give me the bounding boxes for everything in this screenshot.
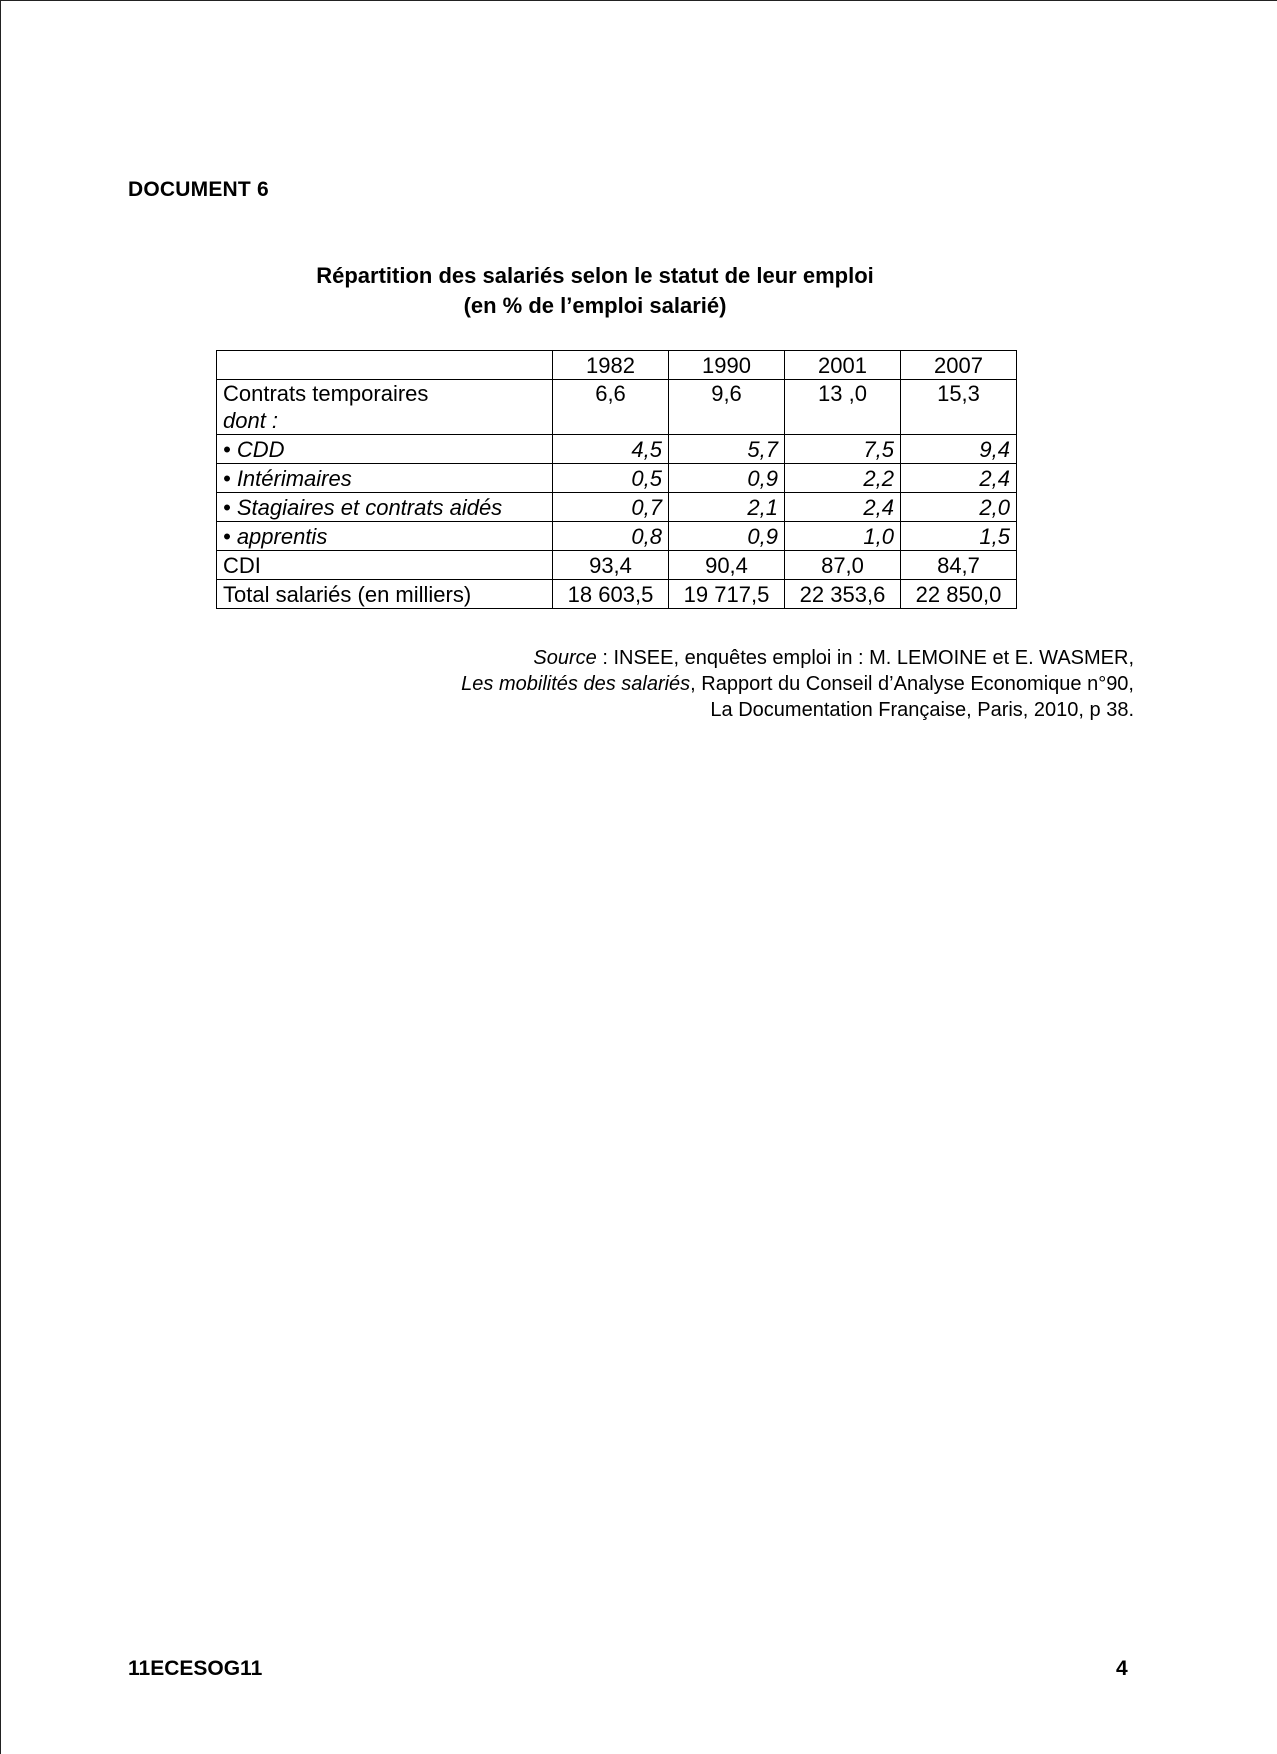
table-cell: 0,5 xyxy=(553,464,669,493)
source-prefix: Source xyxy=(533,647,597,669)
table-cell: 5,7 xyxy=(669,435,785,464)
table-title-line1: Répartition des salariés selon le statut de leur emploi xyxy=(316,263,874,288)
header-empty-cell xyxy=(217,351,553,380)
page-edge-top xyxy=(0,0,1277,1)
table-title xyxy=(230,261,960,321)
document-label: DOCUMENT 6 xyxy=(128,178,269,201)
source-line-1 xyxy=(461,645,1134,671)
footer-page-number: 4 xyxy=(1116,1657,1128,1680)
table-cell: 7,5 xyxy=(785,435,901,464)
contrats-temporaires-label: Contrats temporaires xyxy=(223,381,429,406)
table-cell: 93,4 xyxy=(553,551,669,580)
source-line-2-text: , Rapport du Conseil d’Analyse Economique n°90, xyxy=(690,673,1134,695)
table-cell: 18 603,5 xyxy=(553,580,669,609)
footer-exam-code: 11ECESOG11 xyxy=(128,1657,263,1680)
source-report-title: Les mobilités des salariés xyxy=(461,673,691,695)
source-line-1-text: : INSEE, enquêtes emploi in : M. LEMOINE et E. WASMER, xyxy=(596,647,1134,669)
table-cell: 2,4 xyxy=(785,493,901,522)
row-label: • Intérimaires xyxy=(217,464,553,493)
employment-status-table xyxy=(216,350,1017,609)
table-cell: 2,4 xyxy=(901,464,1017,493)
table-cell: 0,9 xyxy=(669,464,785,493)
table-cell: 0,8 xyxy=(553,522,669,551)
cdd-row xyxy=(217,435,1017,464)
table-cell: 2,1 xyxy=(669,493,785,522)
table-cell: 1,5 xyxy=(901,522,1017,551)
year-header: 1990 xyxy=(669,351,785,380)
table-cell: 84,7 xyxy=(901,551,1017,580)
year-header: 1982 xyxy=(553,351,669,380)
table-cell: 13 ,0 xyxy=(785,380,901,435)
header-row xyxy=(217,351,1017,380)
row-label: • apprentis xyxy=(217,522,553,551)
interimaires-row xyxy=(217,464,1017,493)
stagiaires-row xyxy=(217,493,1017,522)
table-cell: 19 717,5 xyxy=(669,580,785,609)
table-cell: 9,6 xyxy=(669,380,785,435)
table-cell: 9,4 xyxy=(901,435,1017,464)
source-line-3: La Documentation Française, Paris, 2010, p 38. xyxy=(710,699,1134,721)
apprentis-row xyxy=(217,522,1017,551)
table-cell: 4,5 xyxy=(553,435,669,464)
total-row xyxy=(217,580,1017,609)
table-cell: 2,2 xyxy=(785,464,901,493)
table-cell: 6,6 xyxy=(553,380,669,435)
source-citation xyxy=(461,645,1134,723)
year-header: 2001 xyxy=(785,351,901,380)
table-cell: 90,4 xyxy=(669,551,785,580)
row-label: CDI xyxy=(217,551,553,580)
cdi-row xyxy=(217,551,1017,580)
dont-label: dont : xyxy=(223,408,279,433)
row-label: • Stagiaires et contrats aidés xyxy=(217,493,553,522)
table-cell: 2,0 xyxy=(901,493,1017,522)
table-title-line2: (en % de l’emploi salarié) xyxy=(463,293,727,318)
table-cell: 1,0 xyxy=(785,522,901,551)
table-cell: 22 353,6 xyxy=(785,580,901,609)
row-label: Total salariés (en milliers) xyxy=(217,580,553,609)
year-header: 2007 xyxy=(901,351,1017,380)
source-line-2 xyxy=(461,671,1134,697)
row-label: • CDD xyxy=(217,435,553,464)
table-cell: 0,7 xyxy=(553,493,669,522)
table-cell: 15,3 xyxy=(901,380,1017,435)
table-cell: 87,0 xyxy=(785,551,901,580)
row-label xyxy=(217,380,553,435)
table-cell: 22 850,0 xyxy=(901,580,1017,609)
contrats-temporaires-row xyxy=(217,380,1017,435)
table-cell: 0,9 xyxy=(669,522,785,551)
page-edge-left xyxy=(0,0,1,1754)
